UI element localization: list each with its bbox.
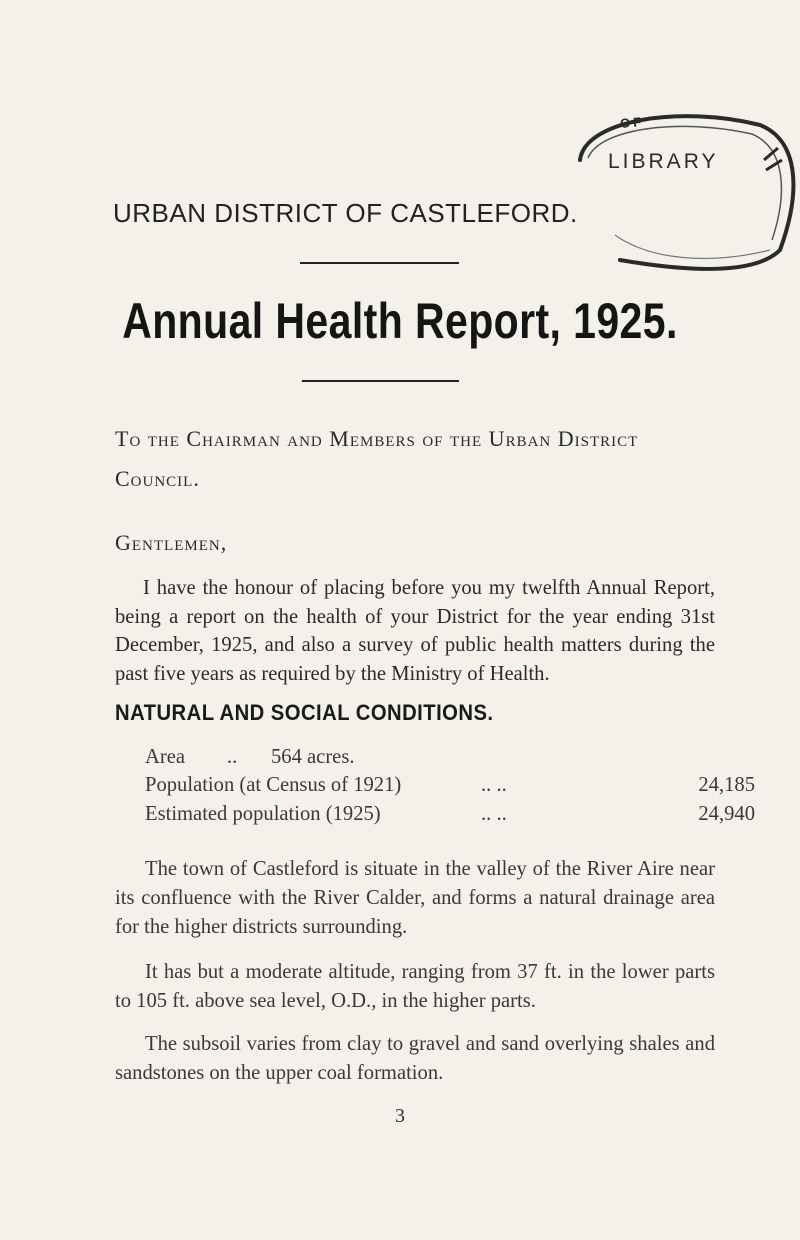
stat-label: Estimated population (1925) [145,803,381,825]
stat-row-population [145,774,755,804]
title-rule-bottom [302,380,459,382]
section-heading: NATURAL AND SOCIAL CONDITIONS. [115,700,494,725]
stat-label: Population (at Census of 1921) [145,774,402,796]
intro-paragraph [115,574,715,688]
library-stamp [540,100,800,280]
stat-label: Area [145,746,186,768]
report-title: Annual Health Report, 1925. [122,293,678,349]
title-rule-top [300,262,459,264]
stat-value: 564 acres. [271,746,355,768]
salutation: Gentlemen, [115,530,228,555]
stat-value: 24,940 [698,803,755,825]
stat-dots: .. .. [481,774,507,796]
stat-dots: .. [227,746,238,768]
paragraph-text: The subsoil varies from clay to gravel and sand overlying shales and sandstones on the upper coal formation. [115,1033,715,1084]
stat-dots: .. .. [481,803,507,825]
paragraph-text: The town of Castleford is situate in the valley of the River Aire near its confluence with the River Calder, and forms a natural drainage area for the higher districts surrounding. [115,858,715,938]
address-line-2: Council. [115,466,200,491]
paragraph-text: It has but a moderate altitude, ranging from 37 ft. in the lower parts to 105 ft. above sea level, O.D., in the higher parts. [115,961,715,1012]
library-stamp-icon [540,100,800,280]
stamp-top-text: OF [619,113,645,132]
paragraph-subsoil [115,1030,715,1088]
stamp-label: LIBRARY [608,150,719,173]
stat-value: 24,185 [698,774,755,796]
district-heading: URBAN DISTRICT OF CASTLEFORD. [113,198,578,228]
stat-row-area [145,746,755,776]
paragraph-valley [115,855,715,942]
intro-text: I have the honour of placing before you my twelfth Annual Report, being a report on the health of your District for the year ending 31st December, 1925, and also a survey of public health matters during the past five years as required by the Ministry of Health. [115,577,715,685]
stat-row-estimated [145,803,755,833]
page-number: 3 [395,1105,405,1127]
paragraph-altitude [115,958,715,1016]
address-line-1: To the Chairman and Members of the Urban District [115,426,639,451]
